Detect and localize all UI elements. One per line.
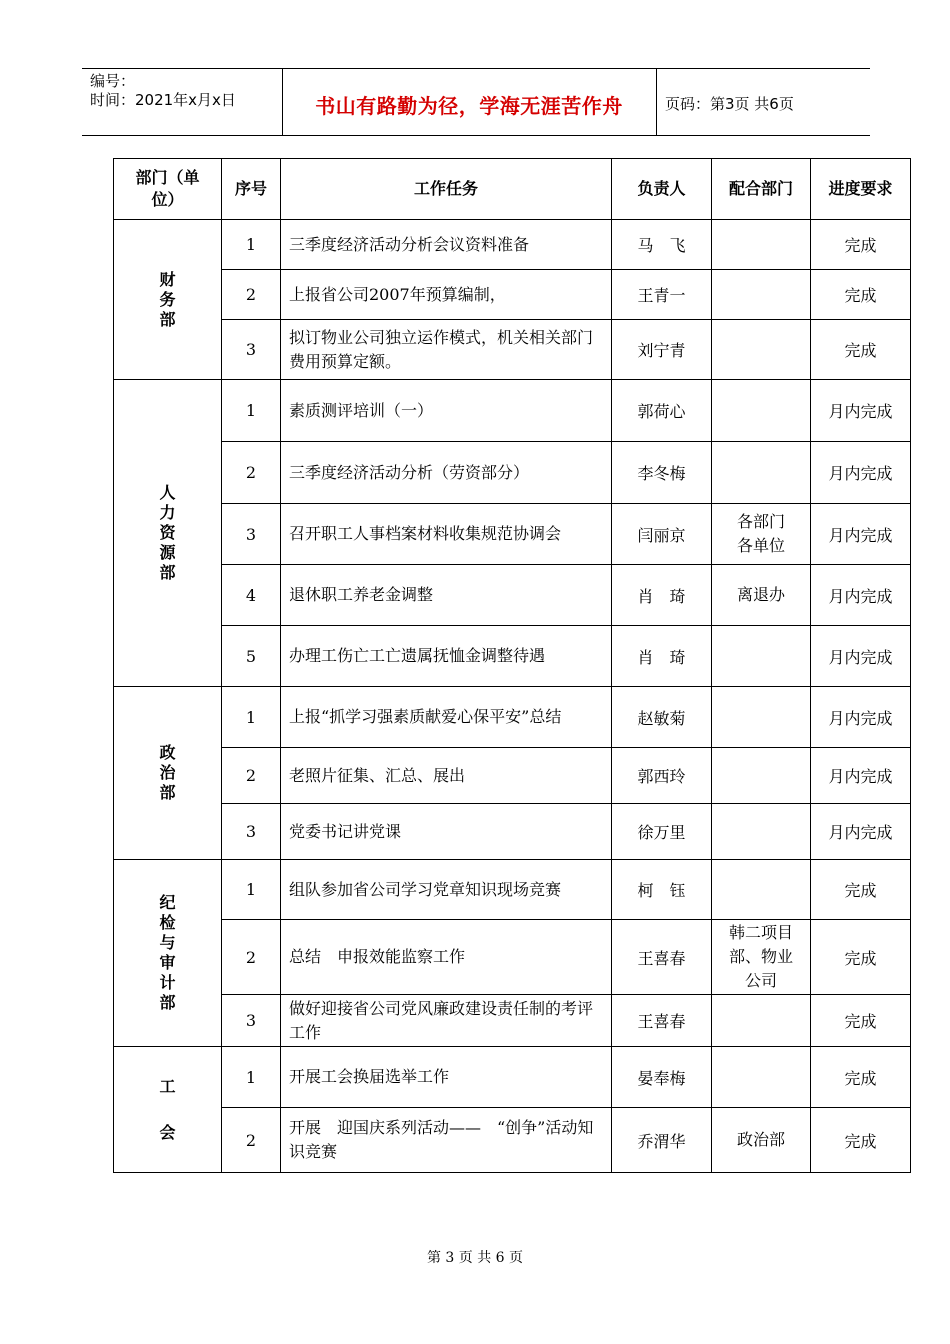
coop-dept [712, 995, 811, 1047]
task-text: 老照片征集、汇总、展出 [281, 748, 612, 804]
coop-dept [712, 804, 811, 860]
owner: 李冬梅 [612, 442, 712, 504]
row-number: 5 [222, 626, 281, 687]
progress: 完成 [811, 1108, 911, 1173]
coop-dept: 韩二项目部、物业公司 [712, 920, 811, 995]
row-number: 1 [222, 1047, 281, 1108]
row-number: 1 [222, 380, 281, 442]
progress: 月内完成 [811, 442, 911, 504]
table-row [114, 220, 911, 270]
coop-dept [712, 320, 811, 380]
header-divider [656, 68, 657, 136]
dept-cell [114, 860, 222, 1047]
row-number: 2 [222, 1108, 281, 1173]
owner: 王喜春 [612, 995, 712, 1047]
dept-cell [114, 220, 222, 380]
table-row [114, 748, 911, 804]
task-text: 召开职工人事档案材料收集规范协调会 [281, 504, 612, 565]
progress: 月内完成 [811, 626, 911, 687]
progress: 月内完成 [811, 504, 911, 565]
coop-dept [712, 380, 811, 442]
dept-cell [114, 687, 222, 860]
coop-dept [712, 626, 811, 687]
task-text: 素质测评培训（一） [281, 380, 612, 442]
row-number: 1 [222, 220, 281, 270]
col-header-dept: 部门（单位） [114, 159, 222, 220]
coop-dept [712, 748, 811, 804]
dept-name: 财务部 [159, 269, 176, 329]
progress: 完成 [811, 995, 911, 1047]
progress: 完成 [811, 860, 911, 920]
owner: 乔渭华 [612, 1108, 712, 1173]
coop-dept [712, 220, 811, 270]
coop-dept: 离退办 [712, 565, 811, 626]
row-number: 3 [222, 320, 281, 380]
progress: 完成 [811, 920, 911, 995]
table-row [114, 320, 911, 380]
owner: 王青一 [612, 270, 712, 320]
row-number: 1 [222, 687, 281, 748]
col-header-coop: 配合部门 [712, 159, 811, 220]
owner: 柯 钰 [612, 860, 712, 920]
header-top-rule [82, 68, 870, 69]
code-label: 编号： [90, 72, 136, 90]
task-text: 组队参加省公司学习党章知识现场竞赛 [281, 860, 612, 920]
dept-cell [114, 1047, 222, 1173]
progress: 月内完成 [811, 687, 911, 748]
task-text: 办理工伤亡工亡遗属抚恤金调整待遇 [281, 626, 612, 687]
table-row [114, 1047, 911, 1108]
table-row [114, 565, 911, 626]
task-text: 三季度经济活动分析（劳资部分） [281, 442, 612, 504]
owner: 肖 琦 [612, 626, 712, 687]
table-row [114, 1108, 911, 1173]
coop-dept [712, 687, 811, 748]
table-row [114, 687, 911, 748]
table-row [114, 804, 911, 860]
task-text: 党委书记讲党课 [281, 804, 612, 860]
progress: 完成 [811, 220, 911, 270]
row-number: 2 [222, 920, 281, 995]
header-bottom-rule [82, 135, 870, 136]
dept-name: 纪检与审计部 [159, 893, 176, 1012]
col-header-owner: 负责人 [612, 159, 712, 220]
owner: 闫丽京 [612, 504, 712, 565]
task-text: 开展工会换届选举工作 [281, 1047, 612, 1108]
row-number: 3 [222, 995, 281, 1047]
progress: 完成 [811, 320, 911, 380]
dept-cell [114, 380, 222, 687]
owner: 郭荷心 [612, 380, 712, 442]
owner: 徐万里 [612, 804, 712, 860]
task-text: 做好迎接省公司党风廉政建设责任制的考评工作 [281, 995, 612, 1047]
task-text: 拟订物业公司独立运作模式，机关相关部门费用预算定额。 [281, 320, 612, 380]
progress: 月内完成 [811, 565, 911, 626]
progress: 完成 [811, 270, 911, 320]
table-header-row [114, 159, 911, 220]
row-number: 2 [222, 748, 281, 804]
task-text: 开展 迎国庆系列活动—— “创争”活动知识竞赛 [281, 1108, 612, 1173]
progress: 月内完成 [811, 380, 911, 442]
page-info: 页码：第3页 共6页 [665, 95, 794, 113]
progress: 月内完成 [811, 804, 911, 860]
owner: 马 飞 [612, 220, 712, 270]
owner: 王喜春 [612, 920, 712, 995]
owner: 肖 琦 [612, 565, 712, 626]
row-number: 2 [222, 270, 281, 320]
table-row [114, 860, 911, 920]
table-row [114, 995, 911, 1047]
document-header [82, 68, 870, 136]
dept-name: 政治部 [159, 743, 176, 802]
owner: 郭西玲 [612, 748, 712, 804]
col-header-no: 序号 [222, 159, 281, 220]
date-line: 时间：2021年x月x日 [90, 91, 236, 109]
table-row [114, 442, 911, 504]
task-text: 上报省公司2007年预算编制， [281, 270, 612, 320]
table-row [114, 504, 911, 565]
row-number: 3 [222, 504, 281, 565]
coop-dept [712, 860, 811, 920]
owner: 赵敏菊 [612, 687, 712, 748]
row-number: 1 [222, 860, 281, 920]
table-row [114, 626, 911, 687]
table-row [114, 270, 911, 320]
dept-name: 工会 [159, 1076, 176, 1142]
table-row [114, 920, 911, 995]
owner: 晏奉梅 [612, 1047, 712, 1108]
progress: 完成 [811, 1047, 911, 1108]
coop-dept: 各部门各单位 [712, 504, 811, 565]
progress: 月内完成 [811, 748, 911, 804]
motto: 书山有路勤为径，学海无涯苦作舟 [315, 94, 623, 118]
task-table [113, 158, 911, 1173]
task-text: 上报“抓学习强素质献爱心保平安”总结 [281, 687, 612, 748]
coop-dept: 政治部 [712, 1108, 811, 1173]
task-text: 退休职工养老金调整 [281, 565, 612, 626]
dept-name: 人力资源部 [159, 483, 176, 582]
row-number: 3 [222, 804, 281, 860]
coop-dept [712, 270, 811, 320]
row-number: 4 [222, 565, 281, 626]
coop-dept [712, 1047, 811, 1108]
header-meta [90, 72, 236, 110]
col-header-progress: 进度要求 [811, 159, 911, 220]
page-footer: 第 3 页 共 6 页 [426, 1250, 524, 1266]
task-text: 总结 申报效能监察工作 [281, 920, 612, 995]
table-row [114, 380, 911, 442]
owner: 刘宁青 [612, 320, 712, 380]
coop-dept [712, 442, 811, 504]
row-number: 2 [222, 442, 281, 504]
col-header-task: 工作任务 [281, 159, 612, 220]
task-text: 三季度经济活动分析会议资料准备 [281, 220, 612, 270]
